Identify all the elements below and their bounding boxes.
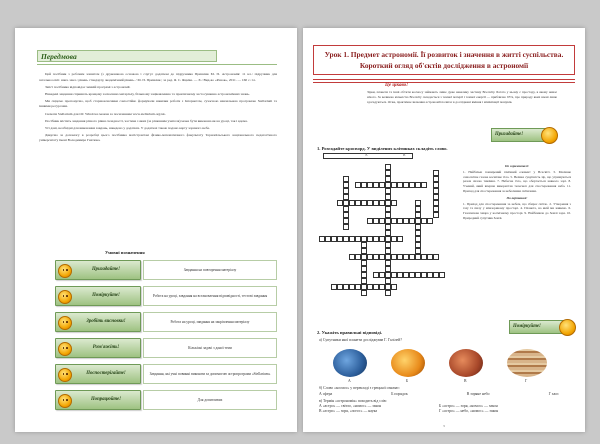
crossword-cell[interactable] <box>379 254 385 260</box>
fact-text: Зірки, планети та інші об'єкти космосу займають лише дуже невелику частину Всесвіту. Багато у ньому є простору, в якому немає нічого. За великою кількістю Всесвіту складається з темної матерії і темної енергії — приблизно 95%, про природу яких вчені лише здогадуються. Отже, практичне значення астрономії полягає в досліджені вміння і мінімізації пошуків. <box>367 90 557 104</box>
legend-tab-popratsiuite: Попрацюйте! <box>55 390 141 410</box>
preface-paragraph: Скачати Stellarium для ОС Windows можна за посиланням www.stellarium.org/uk. <box>45 111 166 116</box>
crossword-cell[interactable] <box>391 284 397 290</box>
left-page <box>15 28 297 432</box>
planet-sun-image <box>391 349 425 377</box>
preface-paragraph: Цей посібник з робочим зошитом (з друкованою основою і слугує додатком до підручника Пришляк М. П. Астрономія: 11 кл.: підручник для загальноосвіт. навч. закл.: рівень стандарту, академічний рівень. / М. П. Пришляк ; за ред. Я. С. Яцківа. — Х.: Вид-во «Ранок», 2011. — 160 с.: іл. <box>39 72 277 82</box>
preface-heading: Передмова <box>37 50 217 62</box>
heading-rule <box>37 64 277 65</box>
crossword-cell[interactable] <box>343 194 349 200</box>
legend-tab-pryhadaite: Пригадайте! <box>55 260 141 280</box>
lesson-title: Урок 1. Предмет астрономії. Її розвиток і значення в житті суспільства. Короткий огляд об'єктів дослідження в астрономії <box>313 45 575 75</box>
crossword-cell[interactable] <box>397 236 403 242</box>
crossword-cell[interactable] <box>415 212 421 218</box>
option: В зоряне небо <box>466 392 490 396</box>
clues-horizontal-heading: По горизонталі: <box>504 164 530 168</box>
option: В «астро» — зоря, «логос» — наука <box>319 409 378 414</box>
crossword-cell[interactable] <box>343 224 349 230</box>
answer-letter: В <box>403 153 406 157</box>
option: А сфера <box>319 392 333 396</box>
pomirkuite-tab: Поміркуйте! <box>509 320 571 334</box>
option-label: Г <box>525 379 528 383</box>
smiley-icon <box>58 394 72 408</box>
page-number: 3 <box>443 424 445 428</box>
crossword-cell[interactable] <box>415 248 421 254</box>
crossword-cell[interactable] <box>379 200 385 206</box>
preface-paragraph: Посібник містить завдання різного рівня складності, частина з яких (за рішенням учителя) може бути виконана як на уроці, так і вдома. <box>45 118 248 123</box>
crossword-cell[interactable] <box>361 278 367 284</box>
right-page <box>303 28 585 432</box>
preface-paragraph: Усі дані, необхідні для виконання завдань, наведено у додатках. У додатках також подано карту зоряного неба. <box>45 125 210 130</box>
option: А «астро» — світло, «номос» — закон <box>319 404 382 408</box>
planet-mars-image <box>449 349 483 377</box>
question-a: а) Супутники якої планети досліджував Г. Галілей? <box>319 338 402 342</box>
question-b: б) Слово «космос» у перекладі з грецької означає: <box>319 386 400 390</box>
telescope-face-icon <box>58 368 72 382</box>
question-v-options <box>319 404 559 415</box>
title-rule <box>313 82 575 83</box>
legend-tab-pomirkuite: Поміркуйте! <box>55 286 141 306</box>
thinking-face-icon <box>559 319 576 336</box>
crossword-cell[interactable] <box>433 254 439 260</box>
task-2-heading: 2. Укажіть правильні відповіді. <box>317 330 383 335</box>
crossword-cell[interactable] <box>361 290 367 296</box>
crossword-cell[interactable] <box>361 248 367 254</box>
planet-earth-image <box>333 349 367 377</box>
crossword-cell[interactable] <box>391 200 397 206</box>
legend-tab-rozvyazhit: Розв'яжіть! <box>55 338 141 358</box>
legend-desc: Завдання на повторення матеріалу <box>143 260 277 280</box>
option: Б «астро» — зоря, «номос» — закон <box>439 404 498 408</box>
crossword-cell[interactable] <box>379 218 385 224</box>
crossword-cell[interactable] <box>379 182 385 188</box>
crossword-cell[interactable] <box>379 272 385 278</box>
crossword-cell[interactable] <box>427 218 433 224</box>
question-v: в) Термін «астрономія» походить від слів: <box>319 399 387 403</box>
answer-letter: А <box>365 153 368 157</box>
smiley-icon <box>541 127 558 144</box>
crossword-cell[interactable] <box>439 272 445 278</box>
legend-desc: Робота на уроці, завдання на закріплення матеріалу <box>143 312 277 332</box>
preface-text <box>39 72 277 146</box>
smiley-icon <box>58 342 72 356</box>
option: Б порядок <box>391 392 408 396</box>
legend-tab-vysnovky: Зробіть висновки! <box>55 312 141 332</box>
option-label: А <box>348 379 351 383</box>
legend-desc: Для допитливих <box>143 390 277 410</box>
question-b-options <box>319 391 559 397</box>
preface-paragraph: Дякуємо за допомогу в розробці цього посібника магістрантам фізико-математичного факультету Тернопільського національного педагогічного університету імені Володимира Гнатюка. <box>39 132 277 143</box>
smiley-icon <box>58 264 72 278</box>
legend-desc: Робота на уроці, завдання на встановлення відповідності, тестові завдання <box>143 286 277 306</box>
clues-vertical-heading: По вертикалі: <box>506 195 528 200</box>
clues-horizontal: 1. Найбільш поширений хімічний елемент у Всесвіті. 3. Масивне самосвітне газове космічне тіло. 5. Велика сукупність зір, що утримуються разом силою тяжіння. 7. Небесне тіло, що обертається навколо зорі. 8. Учений, який вперше використав телескоп для спостереження неба. 11. Прилад для спостереження за небесними світилами. <box>463 169 571 193</box>
smiley-icon <box>58 316 72 330</box>
option: Г «астро» — небо, «номос» — закон <box>439 409 499 414</box>
preface-paragraph: Наведені завдання сприяють кращому засвоєнню матеріалу, більшому зацікавленню та практичному застосуванню астрономічних знань. <box>45 91 250 96</box>
option-label: Б <box>406 379 409 383</box>
clues-vertical: 1. Прилад для спостереження за небом, що збирає світло. 2. Утворення з газу та пилу у міжзоряному просторі. 4. Планета, на якій ми живемо. 6. Газопилова хмара у космічному просторі. 9. Найближча до Землі зоря. 10. Природний супутник Землі. <box>463 201 571 220</box>
crossword-cell[interactable] <box>379 284 385 290</box>
legend-title: Умовні позначення <box>105 250 145 255</box>
title-rule <box>313 79 575 80</box>
crossword-clues <box>463 162 571 221</box>
legend-desc: Завдання, які учні повинні виконати за допомогою астропрограми «Stellarium» <box>143 364 277 384</box>
thinking-face-icon <box>58 290 72 304</box>
crossword-cell[interactable] <box>421 182 427 188</box>
legend-tab-pospostereihaite: Поспостерігайте! <box>55 364 141 384</box>
crossword-cell[interactable] <box>385 290 391 296</box>
preface-paragraph: Зміст посібника відповідає чинній програмі з астрономії. <box>45 84 131 89</box>
answer-word-box <box>323 153 413 159</box>
planet-jupiter-image <box>507 349 547 377</box>
crossword-cell[interactable] <box>433 212 439 218</box>
option-label: В <box>464 379 467 383</box>
crossword-cell[interactable] <box>379 236 385 242</box>
legend-desc: Кількісні задачі з даної теми <box>143 338 277 358</box>
preface-paragraph: Ми свідомо пропонуємо, щоб старшокласники самостійно формували навички роботи з Інтернетом, сучасною навчальною програмою Stellarium та іншими ресурсами. <box>39 98 277 109</box>
pryhadaite-tab: Пригадайте! <box>491 128 553 142</box>
task-1-heading: 1. Розгадайте кросворд. У виділених клітинках складіть слово. <box>317 146 448 151</box>
option: Г хаос <box>548 392 559 396</box>
fact-heading: Це цікаво! <box>385 83 409 88</box>
